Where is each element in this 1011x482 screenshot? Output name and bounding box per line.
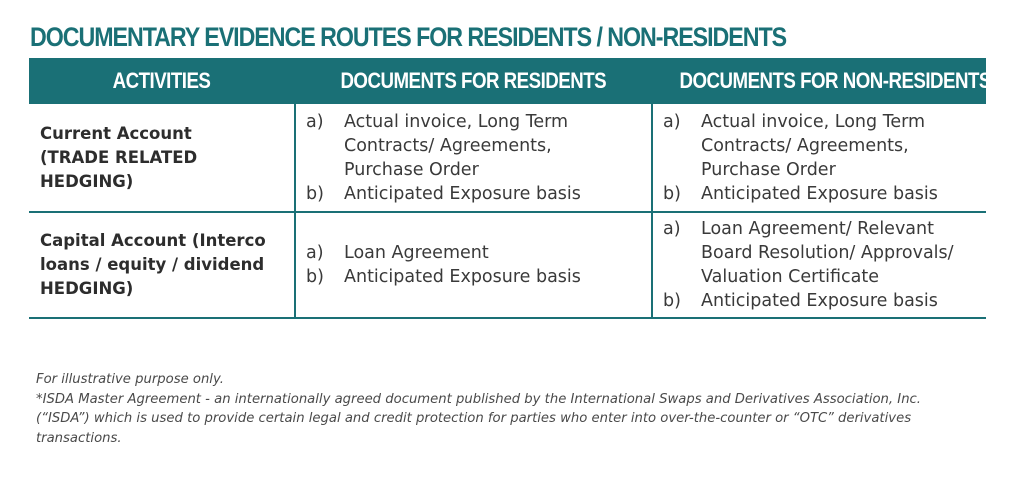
activity-line: Current Account xyxy=(40,123,192,143)
list-item xyxy=(663,182,980,206)
table-row xyxy=(29,104,986,212)
header-documents-non-residents: DOCUMENTS FOR NON-RESIDENTS xyxy=(652,58,986,104)
item-text: Loan Agreement/ Relevant Board Resolution/ Approvals/ Valuation Certificate xyxy=(701,219,954,287)
non-residents-documents-cell xyxy=(652,212,986,318)
list-item xyxy=(663,110,980,182)
activity-cell xyxy=(29,212,295,318)
item-marker: b) xyxy=(306,267,324,287)
item-text: Actual invoice, Long Term Contracts/ Agreements, Purchase Order xyxy=(701,111,926,180)
list-item xyxy=(306,182,645,206)
item-marker: b) xyxy=(663,291,681,311)
non-residents-documents-cell xyxy=(652,104,986,212)
list-item xyxy=(306,241,645,265)
activity-line: (TRADE RELATED HEDGING) xyxy=(40,147,198,191)
list-item xyxy=(306,265,645,289)
item-marker: b) xyxy=(306,183,324,204)
activity-line: loans / equity / dividend xyxy=(40,255,265,274)
item-text: Anticipated Exposure basis xyxy=(701,291,938,311)
item-marker: a) xyxy=(306,243,324,263)
activity-cell xyxy=(29,104,295,212)
item-text: Anticipated Exposure basis xyxy=(344,183,581,204)
list-item xyxy=(306,110,645,182)
page-title: DOCUMENTARY EVIDENCE ROUTES FOR RESIDENTS / NON-RESIDENTS xyxy=(30,22,787,52)
footnote-line: *ISDA Master Agreement - an internationally agreed document published by the International Swaps and Derivatives Association, Inc. xyxy=(36,391,921,407)
footnote-line: transactions. xyxy=(36,430,122,446)
header-activities: ACTIVITIES xyxy=(29,58,295,104)
header-documents-residents: DOCUMENTS FOR RESIDENTS xyxy=(295,58,652,104)
list-item xyxy=(663,217,980,289)
residents-documents-cell xyxy=(295,212,652,318)
table-row xyxy=(29,212,986,318)
residents-documents-cell xyxy=(295,104,652,212)
item-text: Loan Agreement xyxy=(344,243,489,263)
item-marker: a) xyxy=(663,219,681,239)
documentary-evidence-table xyxy=(29,58,991,319)
activity-line: HEDGING) xyxy=(40,279,134,298)
item-text: Anticipated Exposure basis xyxy=(701,183,938,204)
footnotes xyxy=(36,370,986,448)
activity-line: Capital Account (Interco xyxy=(40,231,266,250)
footnote-line: (“ISDA”) which is used to provide certain legal and credit protection for parties who enter into over-the-counter or “OTC” derivatives xyxy=(36,411,912,427)
table-header-row xyxy=(29,58,986,104)
item-marker: b) xyxy=(663,183,681,204)
list-item xyxy=(663,289,980,313)
item-text: Anticipated Exposure basis xyxy=(344,267,581,287)
item-marker: a) xyxy=(306,111,324,132)
item-marker: a) xyxy=(663,111,681,132)
item-text: Actual invoice, Long Term Contracts/ Agreements, Purchase Order xyxy=(344,111,569,180)
footnote-line: For illustrative purpose only. xyxy=(36,372,224,387)
